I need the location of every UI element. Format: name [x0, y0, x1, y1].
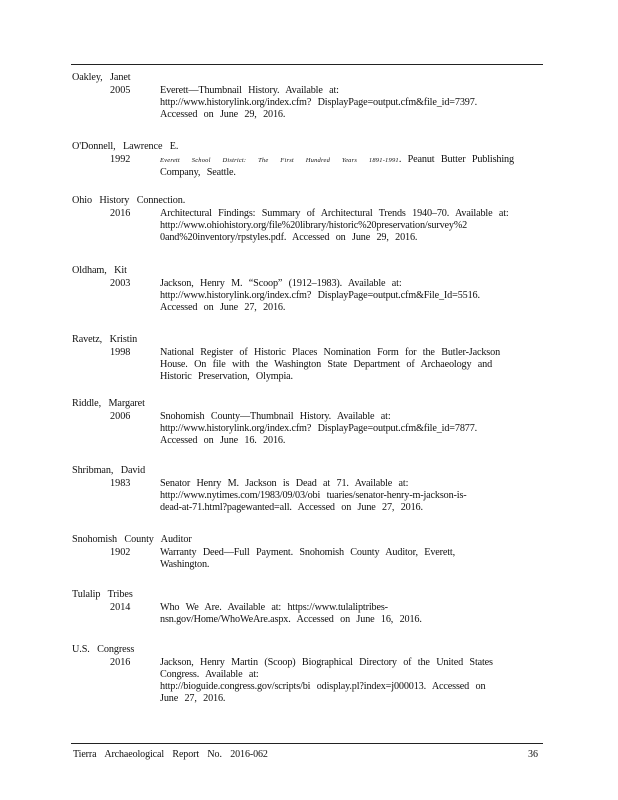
reference-line: http://www.historylink.org/index.cfm? DisplayPage=output.cfm&file_id=7397.: [160, 97, 478, 108]
reference-line: 0and%20inventory/rpstyles.pdf. Accessed on June 29, 2016.: [160, 232, 418, 243]
reference-line: Warranty Deed—Full Payment. Snohomish County Auditor, Everett,: [160, 547, 456, 558]
reference-author: Oldham, Kit: [72, 265, 127, 276]
reference-entry: [72, 141, 542, 179]
reference-text: [160, 278, 542, 314]
reference-line: http://www.historylink.org/index.cfm? DisplayPage=output.cfm&file_id=7877.: [160, 423, 478, 434]
reference-entry: [72, 265, 542, 314]
reference-text: [160, 478, 542, 514]
reference-line: Accessed on June 16. 2016.: [160, 435, 286, 446]
reference-year: 2016: [110, 208, 131, 219]
reference-line: Accessed on June 29, 2016.: [160, 109, 286, 120]
reference-line: Washington.: [160, 559, 210, 570]
reference-text: [160, 657, 542, 705]
reference-line: nsn.gov/Home/WhoWeAre.aspx. Accessed on June 16, 2016.: [160, 614, 422, 625]
reference-author: U.S. Congress: [72, 644, 135, 655]
reference-year: 1983: [110, 478, 131, 489]
reference-year: 2014: [110, 602, 131, 613]
reference-line: Senator Henry M. Jackson is Dead at 71. Available at:: [160, 478, 409, 489]
reference-text: [160, 547, 542, 571]
reference-entry: [72, 398, 542, 447]
reference-author: Oakley, Janet: [72, 72, 131, 83]
reference-line: Accessed on June 27, 2016.: [160, 302, 286, 313]
reference-year: 2016: [110, 657, 131, 668]
reference-line: Jackson, Henry M. “Scoop” (1912–1983). Available at:: [160, 278, 402, 289]
reference-line: http://www.ohiohistory.org/file%20library/historic%20preservation/survey%2: [160, 220, 468, 231]
reference-line: http://bioguide.congress.gov/scripts/bi odisplay.pl?index=j000013. Accessed on: [160, 681, 486, 692]
reference-line: House. On file with the Washington State Department of Archaeology and: [160, 359, 493, 370]
reference-entry: [72, 589, 542, 626]
reference-year: 2003: [110, 278, 131, 289]
footer-rule: [71, 743, 543, 744]
reference-author: Shribman, David: [72, 465, 146, 476]
reference-line: Jackson, Henry Martin (Scoop) Biographical Directory of the United States: [160, 657, 493, 668]
reference-line: National Register of Historic Places Nomination Form for the Butler-Jackson: [160, 347, 501, 358]
reference-line: [160, 154, 542, 167]
reference-line: http://www.nytimes.com/1983/09/03/obi tuaries/senator-henry-m-jackson-is-: [160, 490, 467, 501]
reference-text: [160, 208, 542, 244]
reference-title: Everett School District: The First Hundred Years 1891-1991: [160, 157, 399, 164]
reference-entry: [72, 72, 542, 121]
reference-line-rest: . Peanut Butter Publishing: [398, 154, 514, 165]
reference-author: Ravetz, Kristin: [72, 334, 138, 345]
reference-year: 1992: [110, 154, 131, 165]
reference-line: Congress. Available at:: [160, 669, 259, 680]
reference-entry: [72, 534, 542, 571]
reference-text: [160, 602, 542, 626]
reference-author: Ohio History Connection.: [72, 195, 186, 206]
reference-author: Tulalip Tribes: [72, 589, 133, 600]
reference-line: Who We Are. Available at: https://www.tulaliptribes-: [160, 602, 388, 613]
reference-entry: [72, 195, 542, 244]
reference-year: 1902: [110, 547, 131, 558]
reference-line: Snohomish County—Thumbnail History. Available at:: [160, 411, 391, 422]
reference-entry: [72, 644, 542, 705]
reference-author: O'Donnell, Lawrence E.: [72, 141, 179, 152]
reference-entry: [72, 465, 542, 514]
reference-line: Company, Seattle.: [160, 167, 236, 178]
reference-year: 2006: [110, 411, 131, 422]
reference-line: Architectural Findings: Summary of Architectural Trends 1940–70. Available at:: [160, 208, 509, 219]
reference-text: [160, 411, 542, 447]
reference-entry: [72, 334, 542, 383]
reference-author: Snohomish County Auditor: [72, 534, 192, 545]
reference-year: 1998: [110, 347, 131, 358]
reference-text: [160, 347, 542, 383]
reference-line: http://www.historylink.org/index.cfm? DisplayPage=output.cfm&File_Id=5516.: [160, 290, 480, 301]
reference-line: Everett—Thumbnail History. Available at:: [160, 85, 339, 96]
page-number: 36: [528, 749, 538, 760]
reference-year: 2005: [110, 85, 131, 96]
reference-line: Historic Preservation, Olympia.: [160, 371, 293, 382]
footer-report-name: Tierra Archaeological Report No. 2016-062: [73, 749, 268, 760]
reference-line: dead-at-71.html?pagewanted=all. Accessed on June 27, 2016.: [160, 502, 423, 513]
reference-author: Riddle, Margaret: [72, 398, 145, 409]
reference-text: [160, 154, 542, 179]
reference-text: [160, 85, 542, 121]
reference-line: June 27, 2016.: [160, 693, 226, 704]
